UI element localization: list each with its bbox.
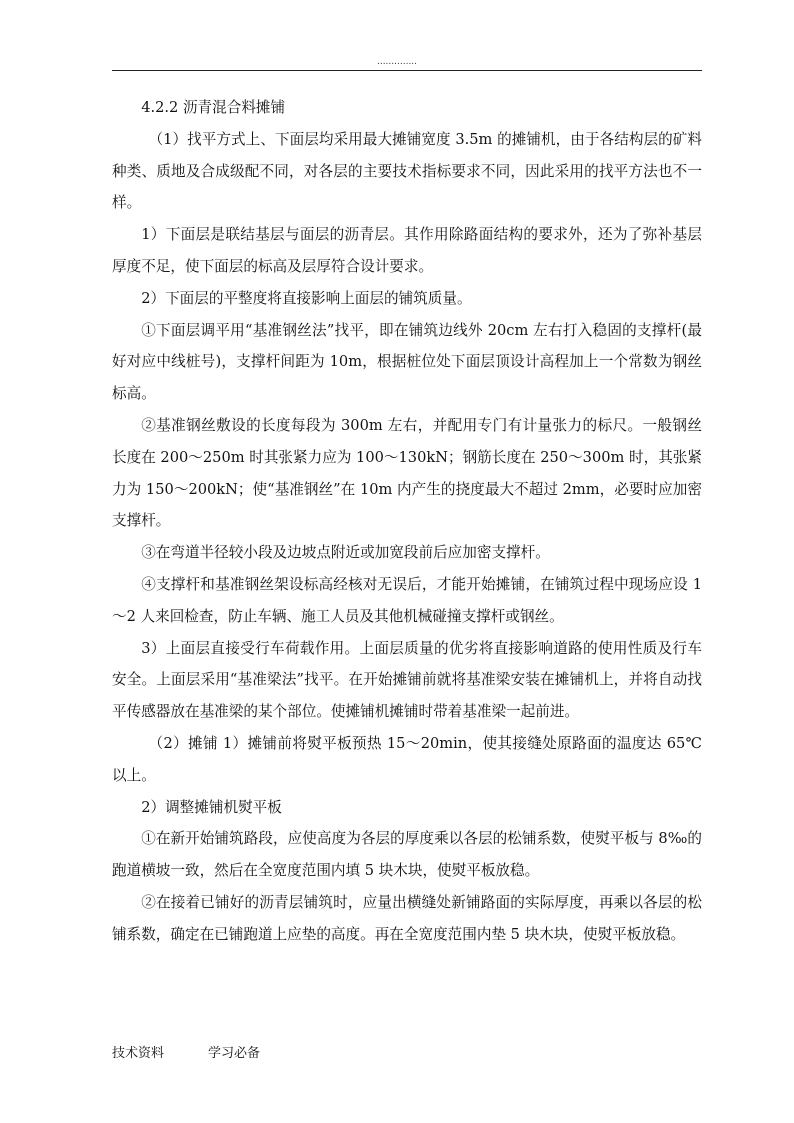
paragraph-inspection: ④支撑杆和基准钢丝架设标高经核对无误后，才能开始摊铺，在铺筑过程中现场应设 1～2 人来回检查，防止车辆、施工人员及其他机械碰撞支撑杆或钢丝。 bbox=[112, 575, 702, 625]
paragraph-adjust-screed: 2）调整摊铺机熨平板 bbox=[141, 798, 282, 816]
footer-left-text: 技术资料 bbox=[112, 1046, 165, 1061]
paragraph-paving-preheat: （2）摊铺 1）摊铺前将熨平板预热 15～20min，使其接缝处原路面的温度达 65℃以上。 bbox=[112, 734, 702, 784]
document-body bbox=[112, 92, 702, 951]
header-rule bbox=[112, 70, 702, 71]
paragraph-leveling-method: （1）找平方式上、下面层均采用最大摊铺宽度 3.5m 的摊铺机，由于各结构层的矿料种类、质地及合成级配不同，对各层的主要技术指标要求不同，因此采用的找平方法也不一样。 bbox=[112, 130, 702, 212]
paragraph-wire-length: ②基准钢丝敷设的长度每段为 300m 左右，并配用专门有计量张力的标尺。一般钢丝长度在 200～250m 时其张紧力应为 100～130kN；钢筋长度在 250～300m 时，其张紧力为 150～200kN；使“基准钢丝”在 10m 内产生的挠度最大不超过 2mm，必要时应加密支撑杆。 bbox=[112, 416, 702, 530]
section-heading: 4.2.2 沥青混合料摊铺 bbox=[141, 99, 286, 116]
page-footer bbox=[112, 1046, 260, 1062]
paragraph-new-section: ①在新开始铺筑路段，应使高度为各层的厚度乘以各层的松铺系数，使熨平板与 8‰的跑道横坡一致，然后在全宽度范围内填 5 块木块，使熨平板放稳。 bbox=[112, 830, 702, 880]
paragraph-upper-layer: 3）上面层直接受行车荷载作用。上面层质量的优劣将直接影响道路的使用性质及行车安全。上面层采用“基准梁法”找平。在开始摊铺前就将基准梁安装在摊铺机上，并将自动找平传感器放在基准梁的某个部位。使摊铺机摊铺时带着基准梁一起前进。 bbox=[112, 639, 702, 721]
paragraph-lower-layer: 1）下面层是联结基层与面层的沥青层。其作用除路面结构的要求外，还为了弥补基层厚度不足，使下面层的标高及层厚符合设计要求。 bbox=[112, 226, 702, 275]
paragraph-wire-method: ①下面层调平用“基准钢丝法”找平，即在铺筑边线外 20cm 左右打入稳固的支撑杆(最好对应中线桩号)，支撑杆间距为 10m，根据桩位处下面层顶设计高程加上一个常数为钢丝标高。 bbox=[112, 321, 702, 403]
paragraph-existing-layer: ②在接着已铺好的沥青层铺筑时，应量出横缝处新铺路面的实际厚度，再乘以各层的松铺系数，确定在已铺跑道上应垫的高度。再在全宽度范围内垫 5 块木块，使熨平板放稳。 bbox=[112, 893, 702, 943]
paragraph-curve-support: ③在弯道半径较小段及边坡点附近或加宽段前后应加密支撑杆。 bbox=[141, 544, 550, 562]
paragraph-flatness: 2）下面层的平整度将直接影响上面层的铺筑质量。 bbox=[141, 289, 472, 307]
header-dots: .............. bbox=[376, 57, 418, 67]
footer-right-text: 学习必备 bbox=[208, 1046, 261, 1061]
